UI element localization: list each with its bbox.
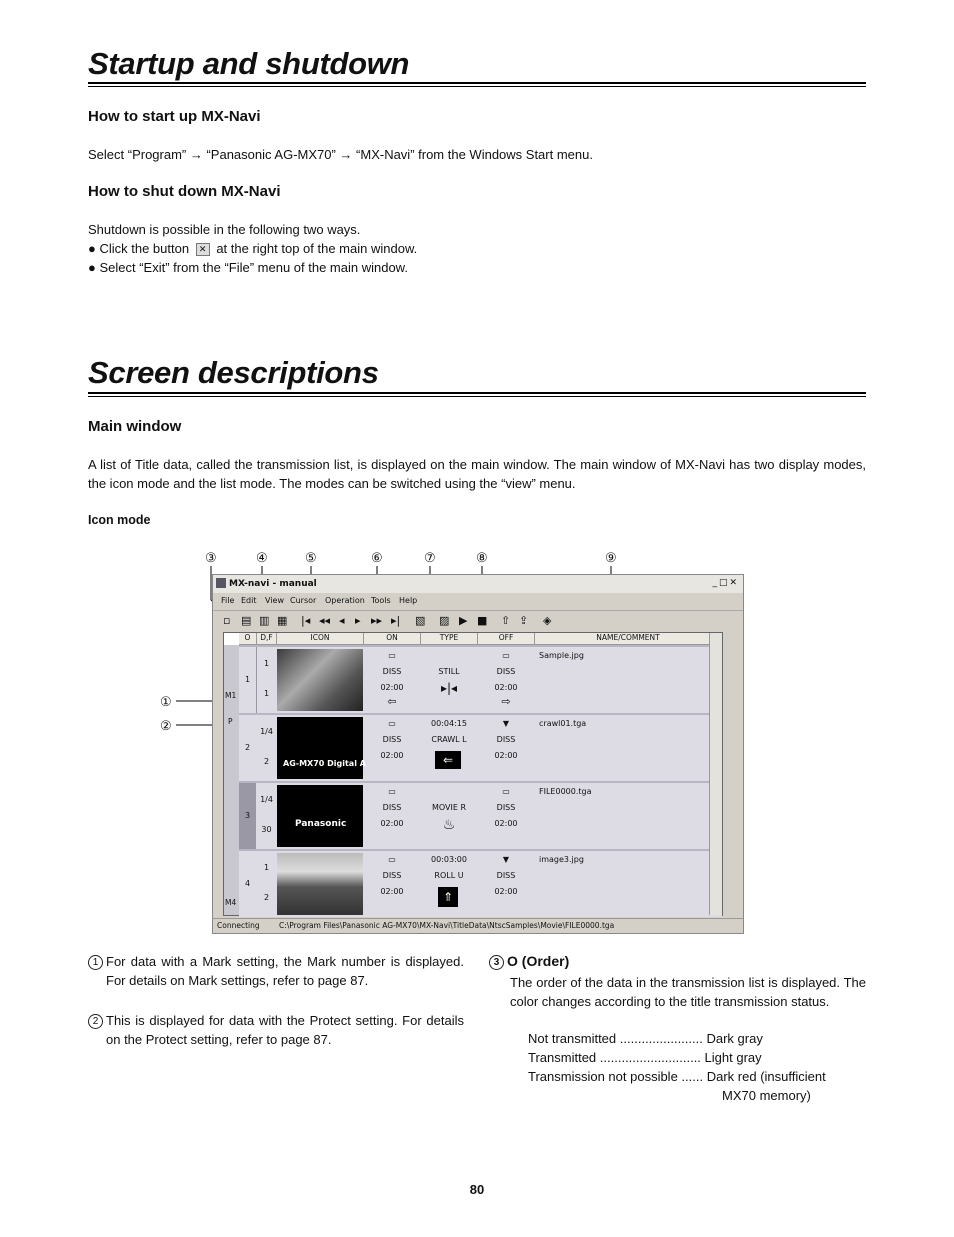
new-icon[interactable]: ▫ [223,614,231,627]
off-marker-icon: ▼ [502,719,510,728]
type-value: CRAWL L [431,735,467,744]
icon-mode-label: Icon mode [88,513,151,527]
on-marker-icon: ▭ [388,855,396,864]
note-1 [88,952,464,990]
note-2 [88,1011,464,1049]
status-cont: MX70 memory) [722,1088,811,1103]
status-label: Transmitted [528,1050,597,1065]
on-marker-icon: ▭ [388,651,396,660]
menu-help[interactable]: Help [399,596,418,605]
section-title-screen: Screen descriptions [88,355,379,390]
list-row-3[interactable] [239,781,722,849]
on-effect: DISS [382,735,402,744]
off-effect: DISS [496,667,516,676]
save-icon[interactable]: ▥ [259,614,270,627]
mark-strip [224,645,239,915]
settings-icon[interactable]: ◈ [543,614,552,627]
status-row [528,1067,866,1086]
thumbnail-text: Panasonic [295,819,347,829]
shutdown-bullet-2: ● Select “Exit” from the “File” menu of the main window. [88,260,408,275]
shutdown-intro: Shutdown is possible in the following two ways. [88,222,361,237]
col-header-name[interactable]: NAME/COMMENT [535,633,722,645]
on-marker-icon: ▭ [388,719,396,728]
stop-icon[interactable]: ■ [477,614,488,627]
note-text: This is displayed for data with the Protect setting. For details on the Protect setting, refer to page 87. [106,1013,464,1047]
callout-3: ③ [205,550,217,565]
callout-1: ① [160,694,172,709]
note-number: 2 [88,1014,103,1029]
order-value: 4 [244,879,251,888]
on-effect: DISS [382,803,402,812]
crawl-left-icon: ⇐ [435,751,461,769]
off-marker-icon: ▭ [502,651,510,660]
order-value: 3 [244,811,251,820]
file-name: image3.jpg [539,855,584,864]
type-time: 00:03:00 [431,855,467,864]
rewind-icon[interactable]: ◂◂ [319,614,331,627]
copy-icon[interactable]: ▧ [415,614,426,627]
type-value: MOVIE R [431,803,467,812]
toolbar [213,610,743,631]
heading-main-window: Main window [88,418,182,435]
on-duration: 02:00 [380,887,404,896]
status-value: Dark red (insufficient [706,1069,826,1084]
thumbnail-image [277,717,366,779]
status-dots: ....................... [619,1031,703,1046]
off-effect: DISS [496,735,516,744]
heading-start: How to start up MX-Navi [88,108,261,125]
page-number: 80 [469,1182,485,1197]
file-name: FILE0000.tga [539,787,592,796]
next-icon[interactable]: ▸ [355,614,361,627]
status-row [528,1029,866,1048]
df-value-1: 1/4 [260,727,273,736]
callout-6: ⑥ [371,550,383,565]
menu-operation[interactable]: Operation [325,596,365,605]
df-value-1: 1/4 [260,795,273,804]
thumbnail-image [277,785,363,847]
bullet1-text-a: ● Click the button [88,241,190,256]
play-icon[interactable]: ▶ [459,614,468,627]
df-value-2: 30 [261,825,272,834]
bullet1-text-b: at the right top of the main window. [216,241,418,256]
off-duration: 02:00 [494,683,518,692]
roll-up-icon: ⇑ [438,887,458,907]
open-icon[interactable]: ▤ [241,614,252,627]
note-3-text: The order of the data in the transmission list is displayed. The color changes according to the title transmission status. [510,975,866,1009]
callout-5: ⑤ [305,550,317,565]
order-value: 2 [244,743,251,752]
menu-view[interactable]: View [265,596,284,605]
thumbnail-image [277,853,363,915]
on-effect: DISS [382,871,402,880]
app-icon [216,578,226,588]
row4-mark: M4 [225,898,237,907]
export-icon[interactable]: ⇪ [519,614,529,627]
window-titlebar [213,575,743,593]
on-marker-icon: ▭ [388,787,396,796]
arrow-left-icon: ⇦ [387,695,397,708]
on-duration: 02:00 [380,683,404,692]
menu-bar [213,594,743,608]
row2-mark: P [228,717,233,726]
note-number: 1 [88,955,103,970]
window-controls-icon[interactable]: _□✕ [712,578,739,588]
status-table [528,1029,866,1105]
callout-8: ⑧ [476,550,488,565]
df-value-2: 2 [263,893,270,902]
row1-mark: M1 [225,691,237,700]
off-marker-icon: ▭ [502,787,510,796]
menu-tools[interactable]: Tools [371,596,391,605]
off-duration: 02:00 [494,887,518,896]
callout-2: ② [160,718,172,733]
list-row-1[interactable] [239,645,722,713]
status-path: C:\Program Files\Panasonic AG-MX70\MX-Navi\TitleData\NtscSamples\Movie\FILE0000.tga [279,921,615,930]
df-value-2: 1 [263,689,270,698]
off-effect: DISS [496,803,516,812]
print-icon[interactable]: ▦ [277,614,288,627]
on-duration: 02:00 [380,819,404,828]
status-label: Not transmitted [528,1031,617,1046]
main-window-text: A list of Title data, called the transmission list, is displayed on the main window. The main window of MX-Navi has two display modes, the icon mode and the list mode. The modes can be switched using the “view” menu. [88,457,866,491]
status-value: Dark gray [706,1031,763,1046]
transmission-list [223,632,723,916]
on-effect: DISS [382,667,402,676]
col-header-off[interactable]: OFF [478,633,535,645]
on-duration: 02:00 [380,751,404,760]
file-name: Sample.jpg [539,651,584,660]
callout-4: ④ [256,550,268,565]
thumbnail-image [277,649,363,711]
transfer-icon[interactable]: ▨ [439,614,450,627]
col-header-on[interactable]: ON [364,633,421,645]
note-3-heading [489,953,569,970]
status-dots: ............................ [599,1050,701,1065]
menu-edit[interactable]: Edit [241,596,257,605]
df-value-1: 1 [263,863,270,872]
note-number: 3 [489,955,504,970]
list-row-4[interactable] [239,849,722,917]
col-header-type[interactable]: TYPE [421,633,478,645]
status-bar [213,918,743,933]
vertical-scrollbar[interactable] [709,633,722,915]
type-time: 00:04:15 [431,719,467,728]
order-value: 1 [244,675,251,684]
mx-navi-main-window [212,574,744,934]
note-3-title: O (Order) [507,953,570,969]
thumbnail-text: AG-MX70 Digital A [283,759,366,768]
status-value: Light gray [704,1050,762,1065]
still-icon: ▸|◂ [440,681,458,695]
type-value: ROLL U [434,871,464,880]
menu-cursor[interactable]: Cursor [290,596,317,605]
df-value-1: 1 [263,659,270,668]
type-value: STILL [438,667,460,676]
close-icon: ✕ [196,243,210,256]
df-value-2: 2 [263,757,270,766]
col-header-icon[interactable]: ICON [277,633,364,645]
menu-file[interactable]: File [221,596,235,605]
start-text: Select “Program” → “Panasonic AG-MX70” → “MX-Navi” from the Windows Start menu. [88,147,593,162]
status-row [528,1048,866,1067]
heading-shutdown: How to shut down MX-Navi [88,183,281,200]
list-row-2[interactable] [239,713,722,781]
arrow-right-icon: ⇨ [501,695,511,708]
callout-9: ⑨ [605,550,617,565]
window-title: MX-navi - manual [229,579,317,589]
off-marker-icon: ▼ [502,855,510,864]
col-header-df[interactable]: D,F [257,633,277,645]
file-name: crawl01.tga [539,719,587,728]
callout-7: ⑦ [424,550,436,565]
status-connection: Connecting [217,921,260,930]
section-title-startup: Startup and shutdown [88,46,410,81]
off-duration: 02:00 [494,751,518,760]
prev-icon[interactable]: ◂ [339,614,345,627]
first-icon[interactable]: |◂ [301,614,311,627]
off-effect: DISS [496,871,516,880]
up-icon[interactable]: ⇧ [501,614,511,627]
status-dots: ...... [681,1069,704,1084]
movie-icon: ♨ [442,817,456,833]
note-text: For data with a Mark setting, the Mark number is displayed. For details on Mark settings, refer to page 87. [106,954,464,988]
forward-icon[interactable]: ▸▸ [371,614,383,627]
last-icon[interactable]: ▸| [391,614,401,627]
off-duration: 02:00 [494,819,518,828]
col-header-order[interactable]: O [239,633,257,645]
status-label: Transmission not possible [528,1069,678,1084]
